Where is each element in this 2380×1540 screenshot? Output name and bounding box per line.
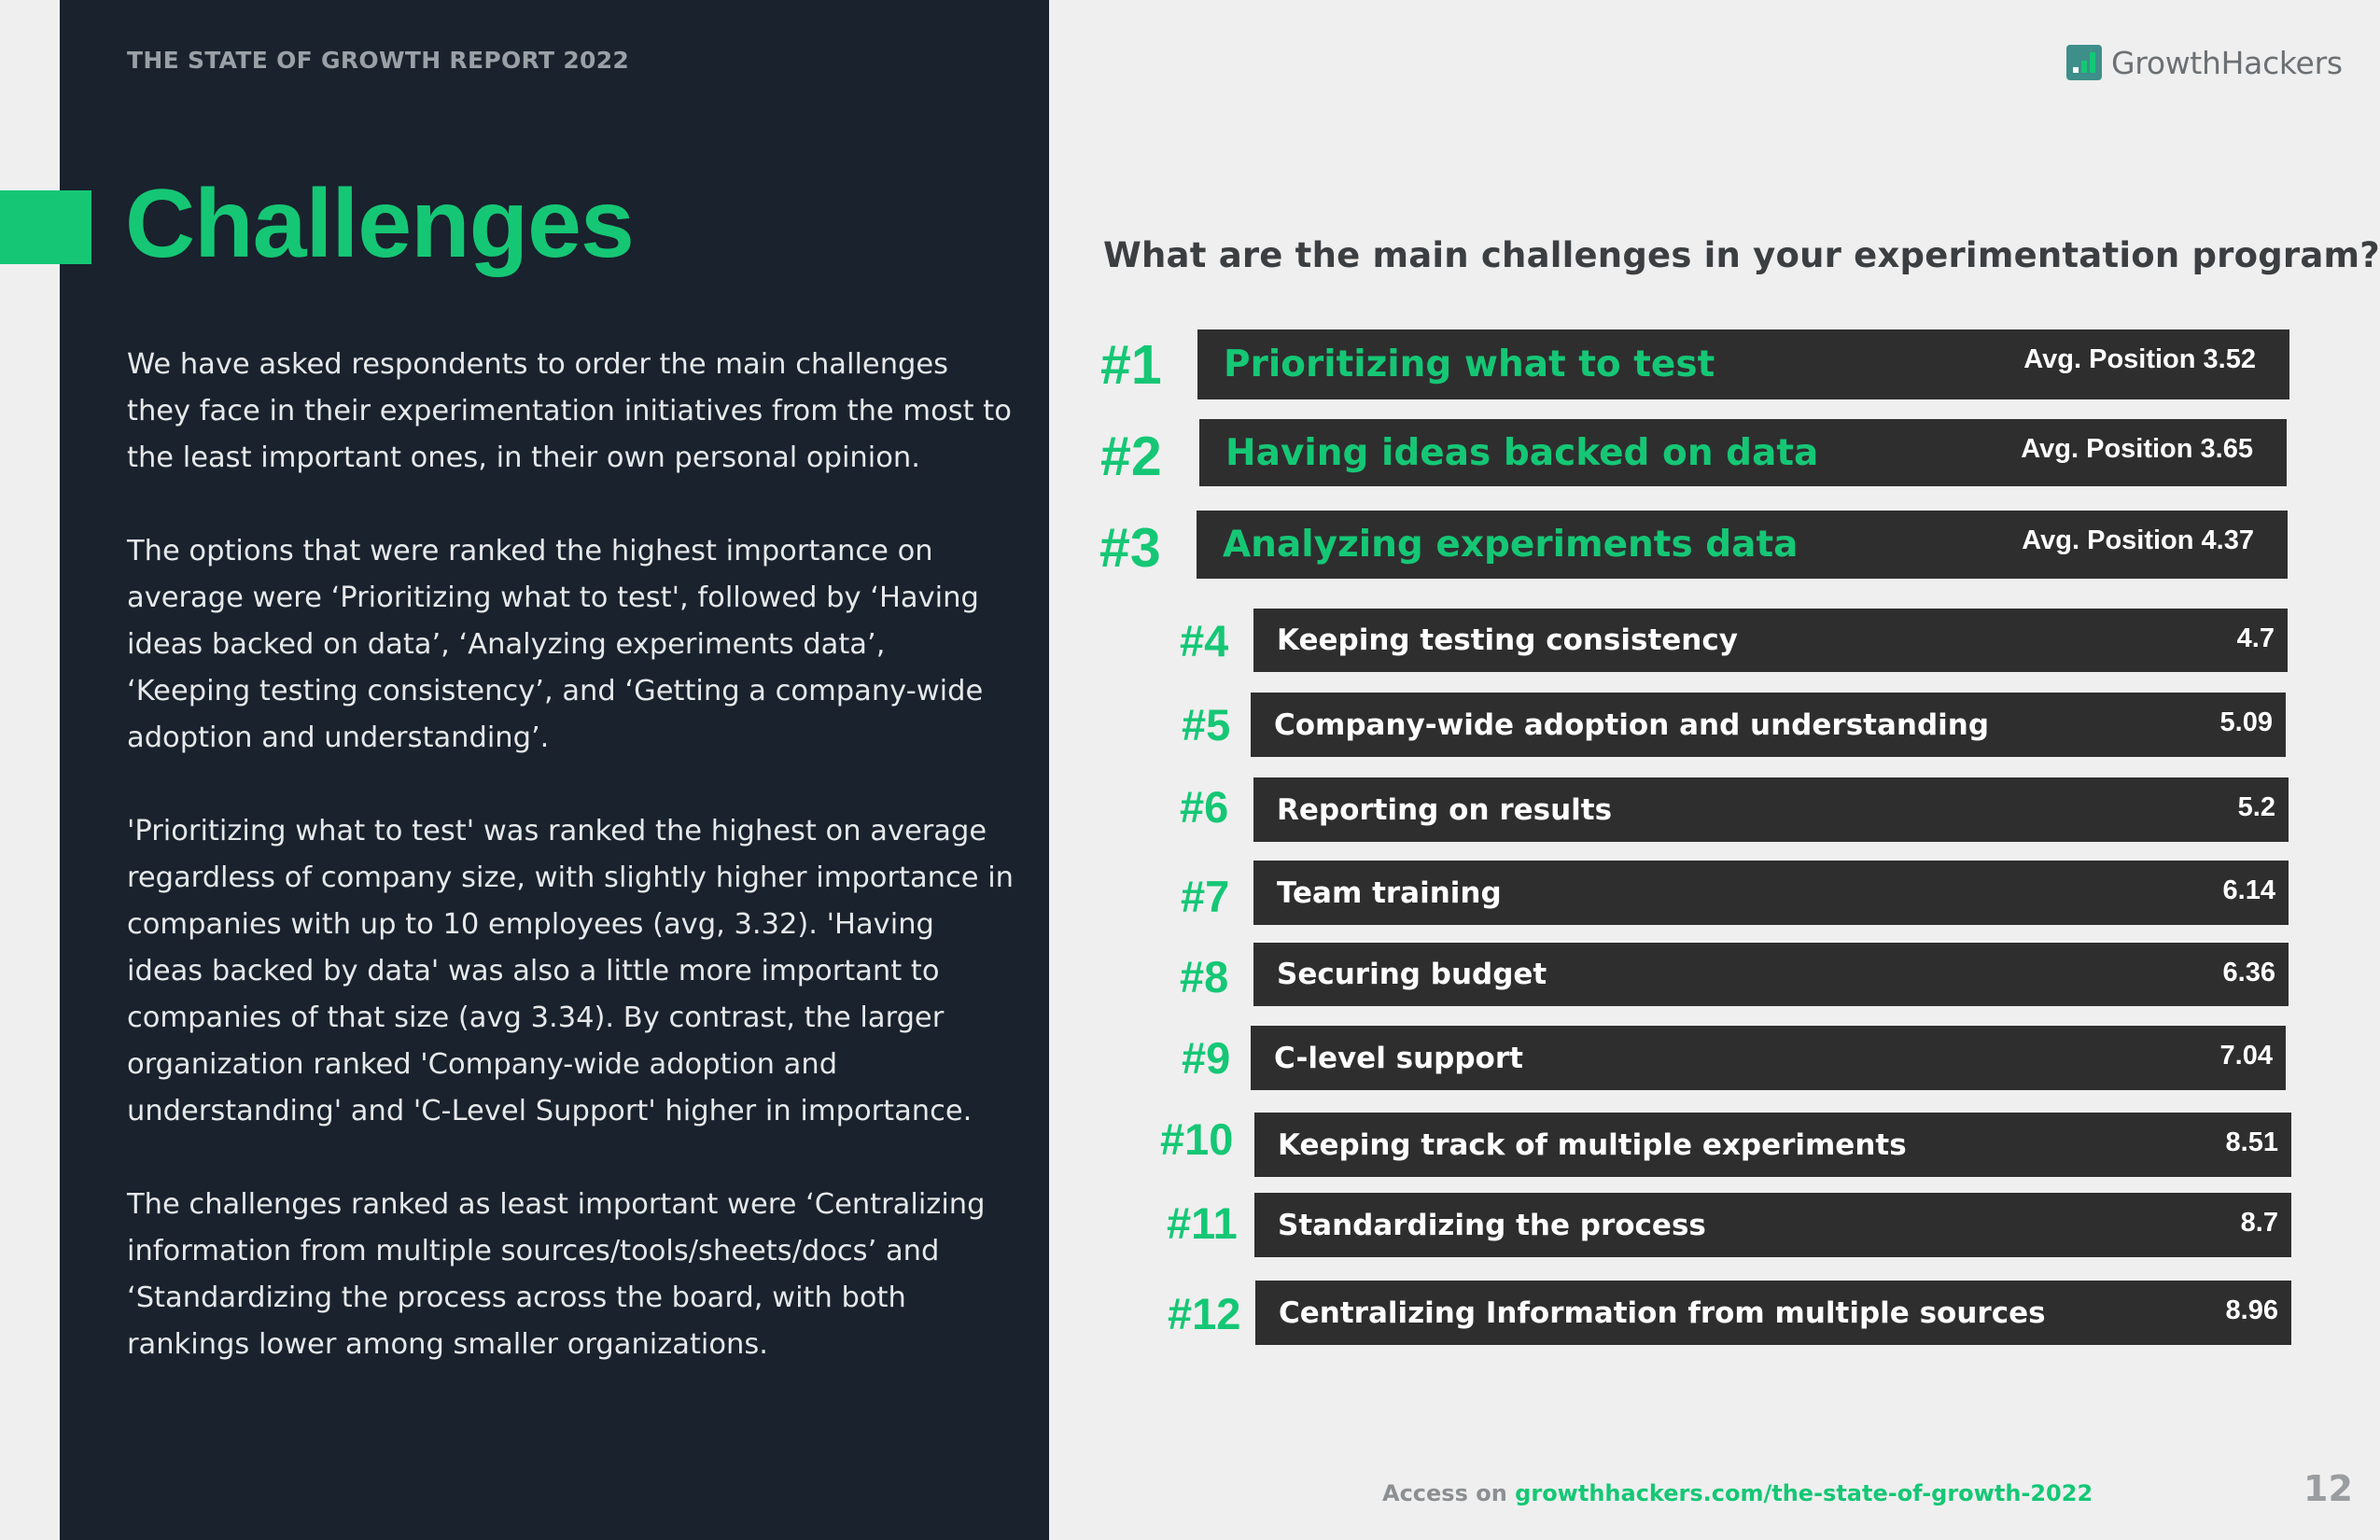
rank-number: #6 <box>1180 782 1229 832</box>
challenge-bar <box>1253 777 2289 842</box>
challenge-value: 5.2 <box>2237 792 2275 822</box>
rank-number: #7 <box>1181 872 1230 921</box>
chart-question: What are the main challenges in your experimentation program? <box>1103 235 2380 275</box>
report-label: THE STATE OF GROWTH REPORT 2022 <box>127 47 630 74</box>
challenge-bar <box>1197 511 2288 579</box>
challenge-bar <box>1251 1026 2286 1090</box>
challenge-bar <box>1197 329 2289 399</box>
challenge-value: 8.96 <box>2225 1295 2278 1325</box>
challenge-bar <box>1253 943 2289 1006</box>
rank-number: #4 <box>1180 616 1229 665</box>
challenge-label: Team training <box>1277 875 1502 910</box>
rank-number: #1 <box>1100 334 1162 396</box>
challenge-label: Keeping testing consistency <box>1277 623 1738 657</box>
footer-access-link[interactable]: growthhackers.com/the-state-of-growth-2022 <box>1515 1480 2093 1506</box>
accent-block <box>0 190 91 264</box>
challenge-value: 8.7 <box>2240 1208 2278 1238</box>
rank-number: #8 <box>1180 952 1229 1001</box>
challenge-bar <box>1253 861 2289 925</box>
challenge-label: Centralizing Information from multiple sources <box>1279 1295 2046 1330</box>
challenge-bar <box>1255 1281 2291 1345</box>
challenge-label: Prioritizing what to test <box>1224 343 1715 385</box>
page-title: Challenges <box>125 170 634 278</box>
rank-number: #12 <box>1168 1289 1241 1338</box>
rank-number: #5 <box>1182 700 1231 749</box>
challenge-value: 7.04 <box>2219 1041 2273 1071</box>
challenge-label: Keeping track of multiple experiments <box>1278 1127 1907 1162</box>
challenge-value: 4.7 <box>2236 623 2275 653</box>
challenge-value: 5.09 <box>2219 707 2273 737</box>
growthhackers-logo-icon <box>2066 45 2102 80</box>
challenge-bar <box>1254 1193 2291 1257</box>
paragraph-least-important: The challenges ranked as least important were ‘Centralizing information from multiple sources/tools/sheets/docs’ and ‘Standardizing the process across the board, with both rankings lower among smaller organizations. <box>127 1188 986 1361</box>
challenge-label: Having ideas backed on data <box>1225 431 1819 474</box>
page-number: 12 <box>2303 1468 2353 1509</box>
body-text <box>127 342 1014 1368</box>
paragraph-intro: We have asked respondents to order the main challenges they face in their experimentation initiatives from the most to the least important ones, in their own personal opinion. <box>127 348 1012 474</box>
footer-access <box>1382 1480 2093 1506</box>
challenge-label: Company-wide adoption and understanding <box>1274 707 1990 742</box>
challenge-label: Analyzing experiments data <box>1223 524 1799 566</box>
challenge-label: Standardizing the process <box>1278 1208 1706 1242</box>
paragraph-company-size: 'Prioritizing what to test' was ranked the highest on average regardless of company size, with slightly higher importance in companies with up to 10 employees (avg, 3.32). 'Having ideas backed by data' was also a little more important to companies of that size (avg 3.34). By contrast, the larger organization ranked 'Company-wide adoption and understanding' and 'C-Level Support' higher in importance. <box>127 815 1015 1127</box>
rank-number: #9 <box>1182 1033 1231 1083</box>
rank-number: #3 <box>1099 517 1161 579</box>
rank-number: #2 <box>1100 426 1162 487</box>
growthhackers-logo[interactable] <box>2066 41 2343 84</box>
challenge-bar <box>1199 419 2287 486</box>
challenge-value: Avg. Position 3.65 <box>2021 434 2253 464</box>
challenge-value: 8.51 <box>2225 1127 2278 1157</box>
footer-access-prefix: Access on <box>1382 1480 1516 1506</box>
challenge-value: 6.36 <box>2222 958 2275 987</box>
rank-number: #10 <box>1160 1114 1234 1164</box>
challenge-bar <box>1254 1113 2291 1177</box>
challenge-bar <box>1253 609 2288 672</box>
challenge-label: Securing budget <box>1277 958 1547 991</box>
logo-text: GrowthHackers <box>2111 44 2343 81</box>
challenge-value: Avg. Position 3.52 <box>2023 344 2256 374</box>
challenge-value: 6.14 <box>2222 875 2275 905</box>
rank-number: #11 <box>1167 1198 1238 1248</box>
challenge-label: C-level support <box>1274 1041 1523 1075</box>
paragraph-top-ranked: The options that were ranked the highest importance on average were ‘Prioritizing what to test', followed by ‘Having ideas backed on data’, ‘Analyzing experiments data’, ‘Keeping testing consistency’, and ‘Getting a company-wide adoption and understanding’. <box>127 535 984 754</box>
challenge-label: Reporting on results <box>1277 792 1613 827</box>
challenge-value: Avg. Position 4.37 <box>2022 525 2254 555</box>
challenge-bar <box>1251 693 2286 757</box>
